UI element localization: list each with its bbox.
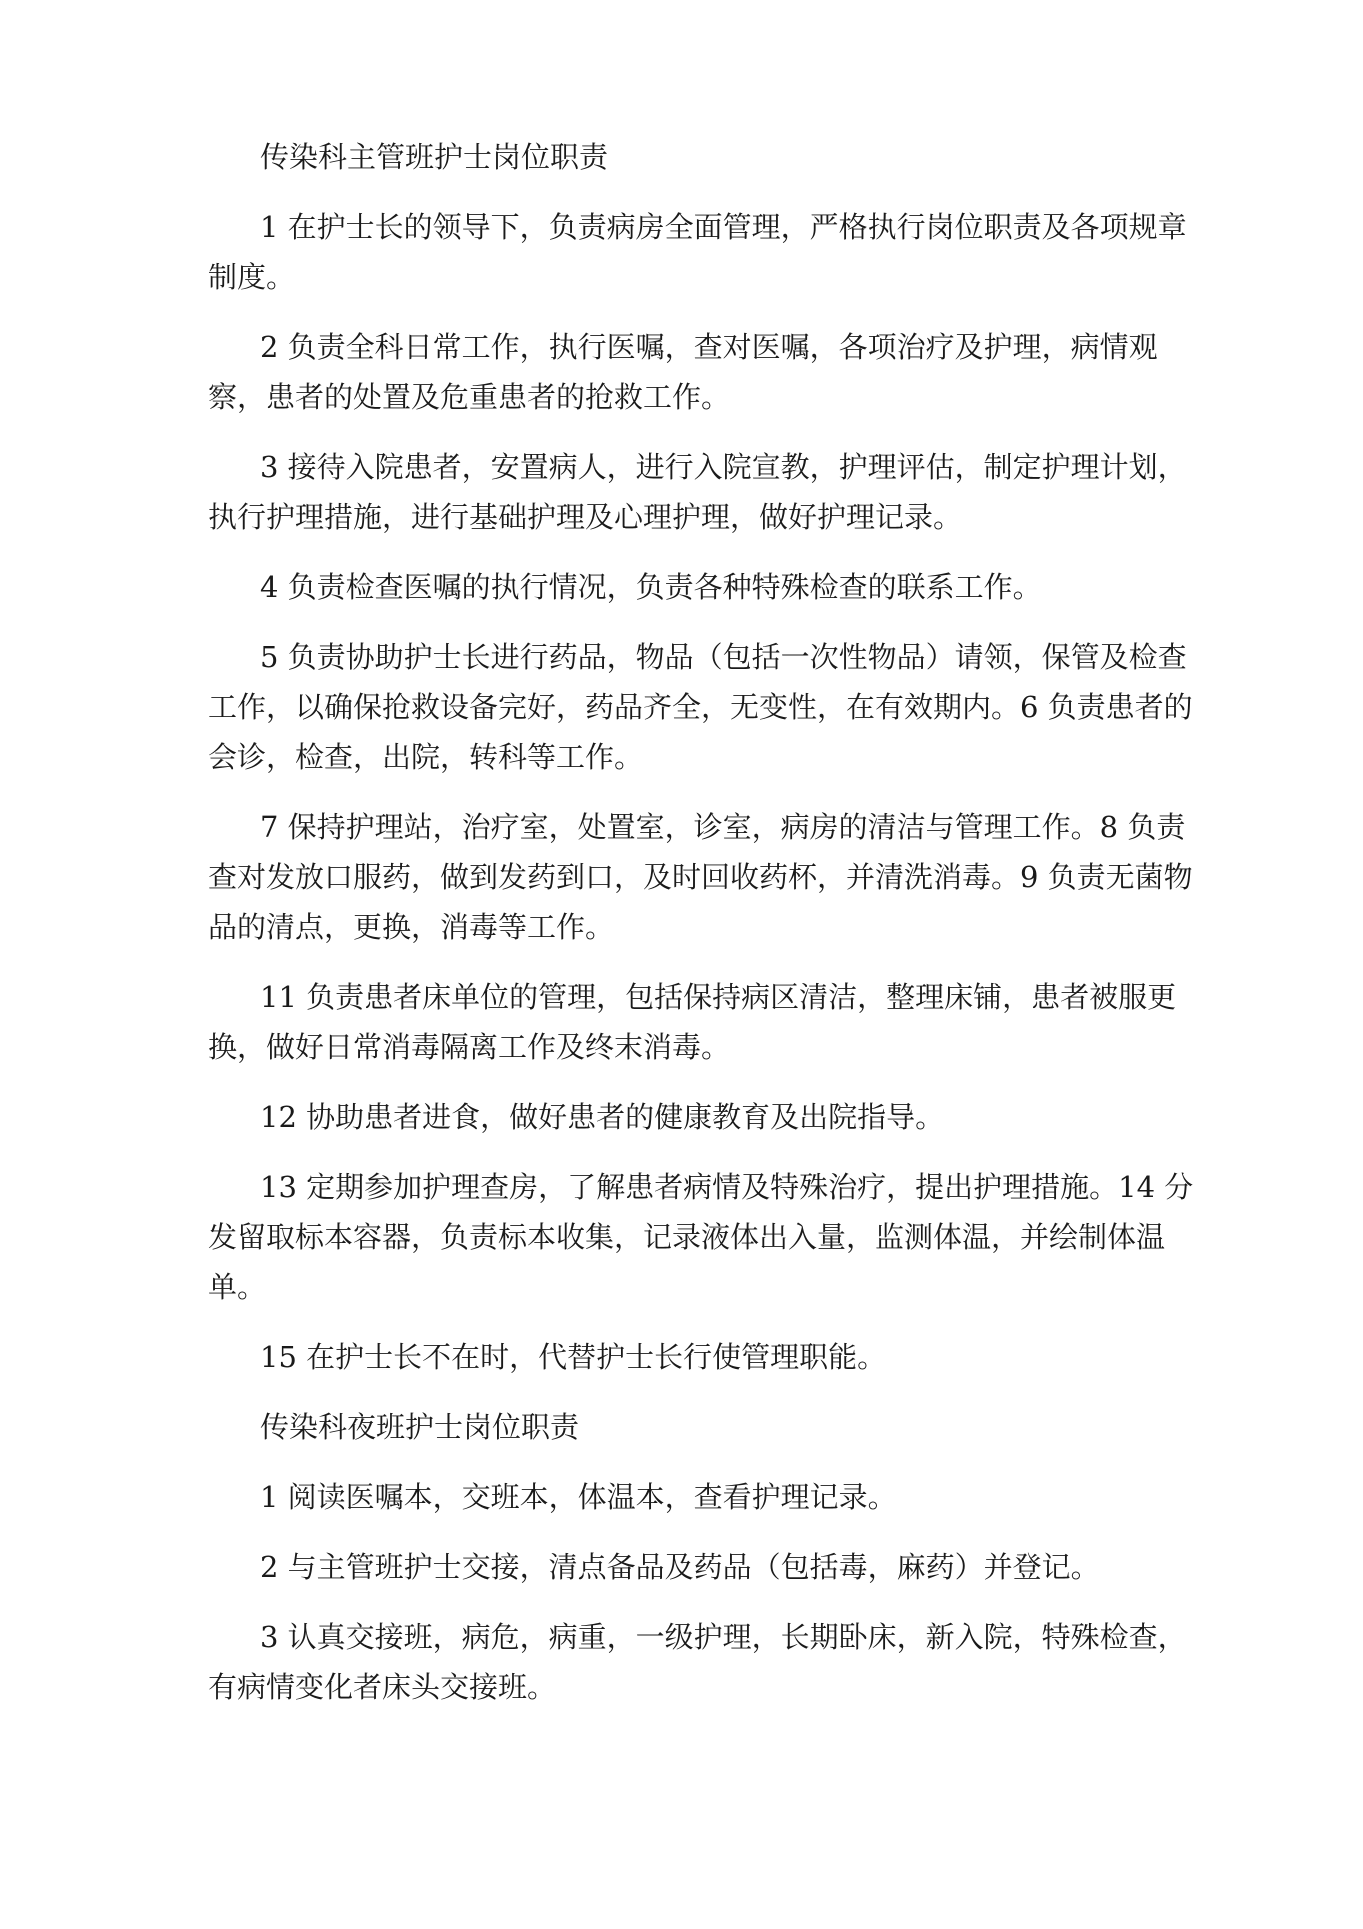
paragraph: 7 保持护理站，治疗室，处置室，诊室，病房的清洁与管理工作。8 负责查对发放口服药，做到发药到口，及时回收药杯，并清洗消毒。9 负责无菌物品的清点，更换，消毒等工作。 [208,810,1193,944]
section-title: 传染科夜班护士岗位职责 [260,1410,580,1444]
paragraph: 1 在护士长的领导下，负责病房全面管理，严格执行岗位职责及各项规章制度。 [208,210,1187,294]
paragraph: 2 与主管班护士交接，清点备品及药品（包括毒，麻药）并登记。 [260,1550,1100,1584]
paragraph: 5 负责协助护士长进行药品，物品（包括一次性物品）请领，保管及检查工作，以确保抢救设备完好，药品齐全，无变性，在有效期内。6 负责患者的会诊，检查，出院，转科等工作。 [208,640,1193,774]
paragraph: 4 负责检查医嘱的执行情况，负责各种特殊检查的联系工作。 [260,570,1042,604]
paragraph: 1 阅读医嘱本，交班本，体温本，查看护理记录。 [260,1480,897,1514]
paragraph: 15 在护士长不在时，代替护士长行使管理职能。 [260,1340,887,1374]
paragraph: 11 负责患者床单位的管理，包括保持病区清洁，整理床铺，患者被服更换，做好日常消毒隔离工作及终末消毒。 [208,980,1177,1064]
paragraph: 13 定期参加护理查房，了解患者病情及特殊治疗，提出护理措施。14 分发留取标本容器，负责标本收集，记录液体出入量，监测体温，并绘制体温单。 [208,1170,1194,1304]
paragraph: 3 接待入院患者，安置病人，进行入院宣教，护理评估，制定护理计划，执行护理措施，进行基础护理及心理护理，做好护理记录。 [208,450,1187,534]
paragraph: 12 协助患者进食，做好患者的健康教育及出院指导。 [260,1100,945,1134]
section-title: 传染科主管班护士岗位职责 [260,140,609,174]
paragraph: 3 认真交接班，病危，病重，一级护理，长期卧床，新入院，特殊检查，有病情变化者床头交接班。 [208,1620,1187,1704]
document-body [208,132,1198,1732]
paragraph: 2 负责全科日常工作，执行医嘱，查对医嘱，各项治疗及护理，病情观察，患者的处置及危重患者的抢救工作。 [208,330,1158,414]
